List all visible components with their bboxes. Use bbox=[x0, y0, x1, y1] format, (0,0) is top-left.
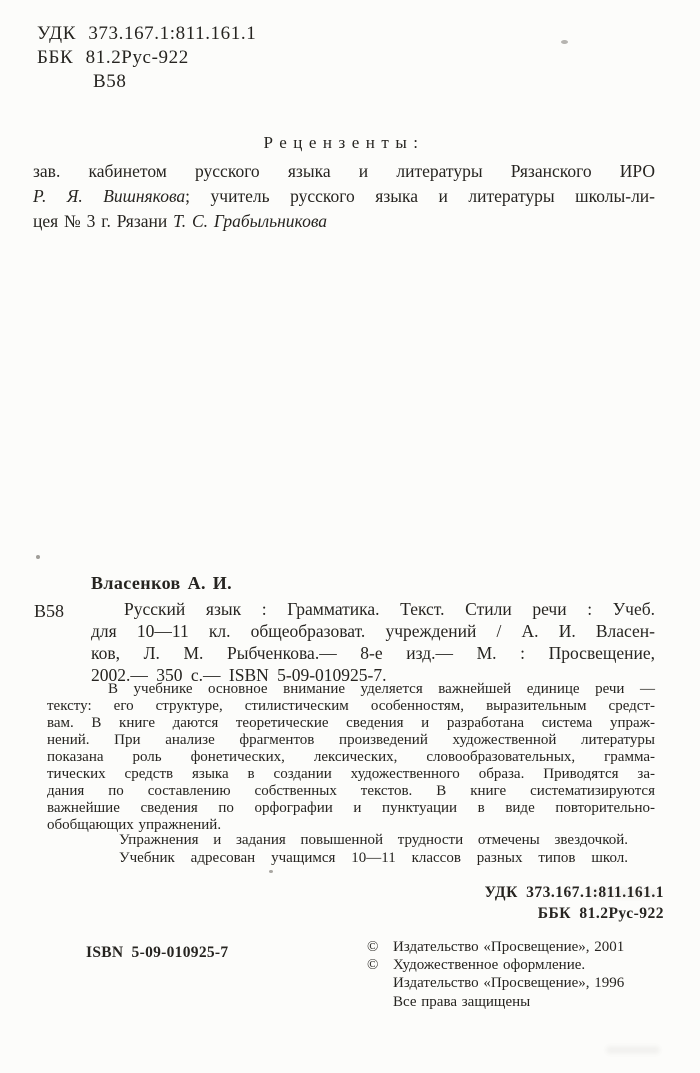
annotation-paragraph bbox=[47, 681, 655, 834]
author-sign: В58 bbox=[93, 71, 127, 92]
bibliographic-description bbox=[34, 598, 655, 686]
bbk-number-bottom: ББК 81.2Рус-922 bbox=[537, 904, 664, 922]
reviewer-line-text: зав. кабинетом русского языка и литературы Рязанского ИРО bbox=[33, 161, 655, 181]
classification-block-top bbox=[37, 22, 256, 94]
reviewer-line-text: цея № 3 г. Рязани bbox=[33, 211, 174, 231]
copyright-entry bbox=[367, 938, 669, 956]
description-line: Русский язык : Грамматика. Текст. Стили речи : Учеб. bbox=[124, 599, 655, 619]
isbn-number: ISBN 5-09-010925-7 bbox=[86, 944, 229, 961]
reviewer-line bbox=[33, 159, 655, 184]
reviewer-name: Т. С. Грабыльникова bbox=[173, 211, 328, 231]
copyright-entry bbox=[367, 993, 669, 1011]
udk-number: УДК 373.167.1:811.161.1 bbox=[37, 23, 257, 44]
annotation-line: важнейшие сведения по орфографии и пунктуации в виде повторительно- bbox=[47, 800, 655, 816]
bbk-number: ББК 81.2Рус-922 bbox=[37, 47, 189, 68]
note-line: Упражнения и задания повышенной трудности отмечены звездочкой. bbox=[119, 832, 628, 848]
copyright-text: Издательство «Просвещение», 2001 bbox=[393, 939, 625, 955]
scan-artifact-smudge bbox=[606, 1046, 660, 1054]
scan-artifact-dot bbox=[561, 40, 568, 44]
copyright-symbol: © bbox=[367, 957, 379, 974]
copyright-block bbox=[367, 938, 669, 1011]
description-line: для 10—11 кл. общеобразоват. учреждений / А. И. Власен- bbox=[91, 621, 655, 641]
copyright-text: Художественное оформление. bbox=[393, 957, 586, 974]
reviewer-line bbox=[33, 184, 655, 209]
reviewer-line-text: ; учитель русского языка и литературы школы-ли- bbox=[185, 186, 655, 206]
annotation-line: вам. В книге даются теоретические сведения и разработана система упраж- bbox=[47, 715, 655, 731]
copyright-symbol bbox=[367, 974, 393, 992]
reviewers-paragraph bbox=[33, 159, 655, 234]
description-line: 2002.— 350 с.— ISBN 5-09-010925-7. bbox=[91, 665, 387, 685]
annotation-line: тических средств языка в создании художественного образа. Приводятся за- bbox=[47, 766, 655, 782]
catalog-card bbox=[34, 571, 655, 686]
copyright-entry bbox=[367, 956, 669, 974]
scan-artifact-dot bbox=[36, 555, 40, 559]
copyright-entry bbox=[367, 974, 669, 992]
book-code: В58 bbox=[34, 601, 65, 621]
notes-paragraph bbox=[47, 831, 628, 867]
scan-artifact-smudge bbox=[588, 889, 658, 898]
reviewers-section bbox=[33, 133, 655, 234]
annotation-line: тексту: его структуре, стилистическим особенностям, выразительным средст- bbox=[47, 698, 655, 714]
author-heading: Власенков А. И. bbox=[91, 573, 233, 593]
copyright-symbol bbox=[367, 993, 393, 1011]
copyright-text: Все права защищены bbox=[393, 993, 531, 1010]
annotation-line: дания по составлению собственных текстов. В книге систематизируются bbox=[47, 783, 655, 799]
annotation-line: В учебнике основное внимание уделяется важнейшей единице речи — bbox=[108, 681, 655, 697]
udk-number-bottom: УДК 373.167.1:811.161.1 bbox=[484, 884, 664, 901]
annotation-line: нений. При анализе фрагментов произведений художественной литературы bbox=[47, 732, 655, 748]
description-line: ков, Л. М. Рыбченкова.— 8-е изд.— М. : Просвещение, bbox=[91, 643, 655, 663]
copyright-symbol: © bbox=[367, 939, 379, 955]
reviewers-heading: Рецензенты: bbox=[263, 133, 425, 152]
note-line: Учебник адресован учащимся 10—11 классов разных типов школ. bbox=[119, 850, 628, 866]
reviewer-line bbox=[33, 209, 655, 234]
annotation-line: показана роль фонетических, лексических, словообразовательных, грамма- bbox=[47, 749, 655, 765]
reviewer-name: Р. Я. Вишнякова bbox=[33, 186, 186, 206]
copyright-text: Издательство «Просвещение», 1996 bbox=[393, 975, 625, 992]
annotation-line: обобщающих упражнений. bbox=[47, 817, 222, 833]
scan-artifact-dot bbox=[269, 870, 273, 873]
